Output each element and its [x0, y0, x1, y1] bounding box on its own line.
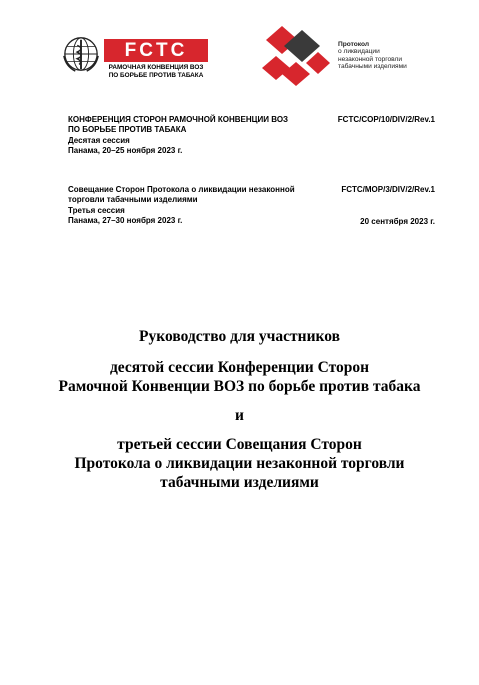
- protocol-caption-line-3: незаконной торговли: [338, 55, 403, 63]
- title-line-6: табачными изделиями: [160, 474, 319, 491]
- protocol-caption-line-1: Протокол: [338, 41, 370, 48]
- mop-place-dates: Панама, 27–30 ноября 2023 г.: [68, 216, 183, 225]
- fctc-caption: [104, 64, 208, 80]
- fctc-caption-line-2: ПО БОРЬБЕ ПРОТИВ ТАБАКА: [108, 72, 204, 79]
- fctc-caption-line-1: РАМОЧНАЯ КОНВЕНЦИЯ ВОЗ: [108, 64, 204, 71]
- mop-session: Третья сессия: [68, 206, 125, 215]
- cop-heading-line-2: ПО БОРЬБЕ ПРОТИВ ТАБАКА: [68, 125, 187, 134]
- mop-heading-line-2: торговли табачными изделиями: [68, 195, 198, 204]
- title-line-1: Руководство для участников: [139, 328, 340, 345]
- mop-heading-line-1: Совещание Сторон Протокола о ликвидации незаконной: [68, 185, 295, 194]
- cop-heading-line-1: КОНФЕРЕНЦИЯ СТОРОН РАМОЧНОЙ КОНВЕНЦИИ ВОЗ: [68, 115, 289, 124]
- protocol-caption-line-4: табачными изделиями: [338, 63, 407, 71]
- cop-session: Десятая сессия: [68, 136, 130, 145]
- fctc-logo: [104, 39, 208, 62]
- title-conjunction: и: [235, 407, 244, 424]
- title-line-5: Протокола о ликвидации незаконной торговли: [74, 455, 405, 472]
- protocol-caption: [338, 41, 407, 71]
- cop-session-block: [68, 115, 288, 156]
- cop-document-ref: FCTC/COP/10/DIV/2/Rev.1: [337, 115, 435, 124]
- who-emblem-icon: [62, 35, 100, 73]
- title-line-3: Рамочной Конвенции ВОЗ по борьбе против табака: [58, 378, 421, 395]
- mop-session-block: [68, 185, 295, 226]
- title-line-2: десятой сессии Конференции Сторон: [109, 359, 370, 376]
- document-date: 20 сентября 2023 г.: [360, 217, 435, 226]
- fctc-logo-letters: FCTC: [124, 39, 188, 61]
- protocol-diamond-icon: [262, 22, 332, 88]
- title-line-4: третьей сессии Совещания Сторон: [117, 436, 362, 453]
- protocol-caption-line-2: о ликвидации: [338, 48, 380, 56]
- cop-place-dates: Панама, 20–25 ноября 2023 г.: [68, 146, 183, 155]
- mop-document-ref: FCTC/MOP/3/DIV/2/Rev.1: [341, 185, 435, 194]
